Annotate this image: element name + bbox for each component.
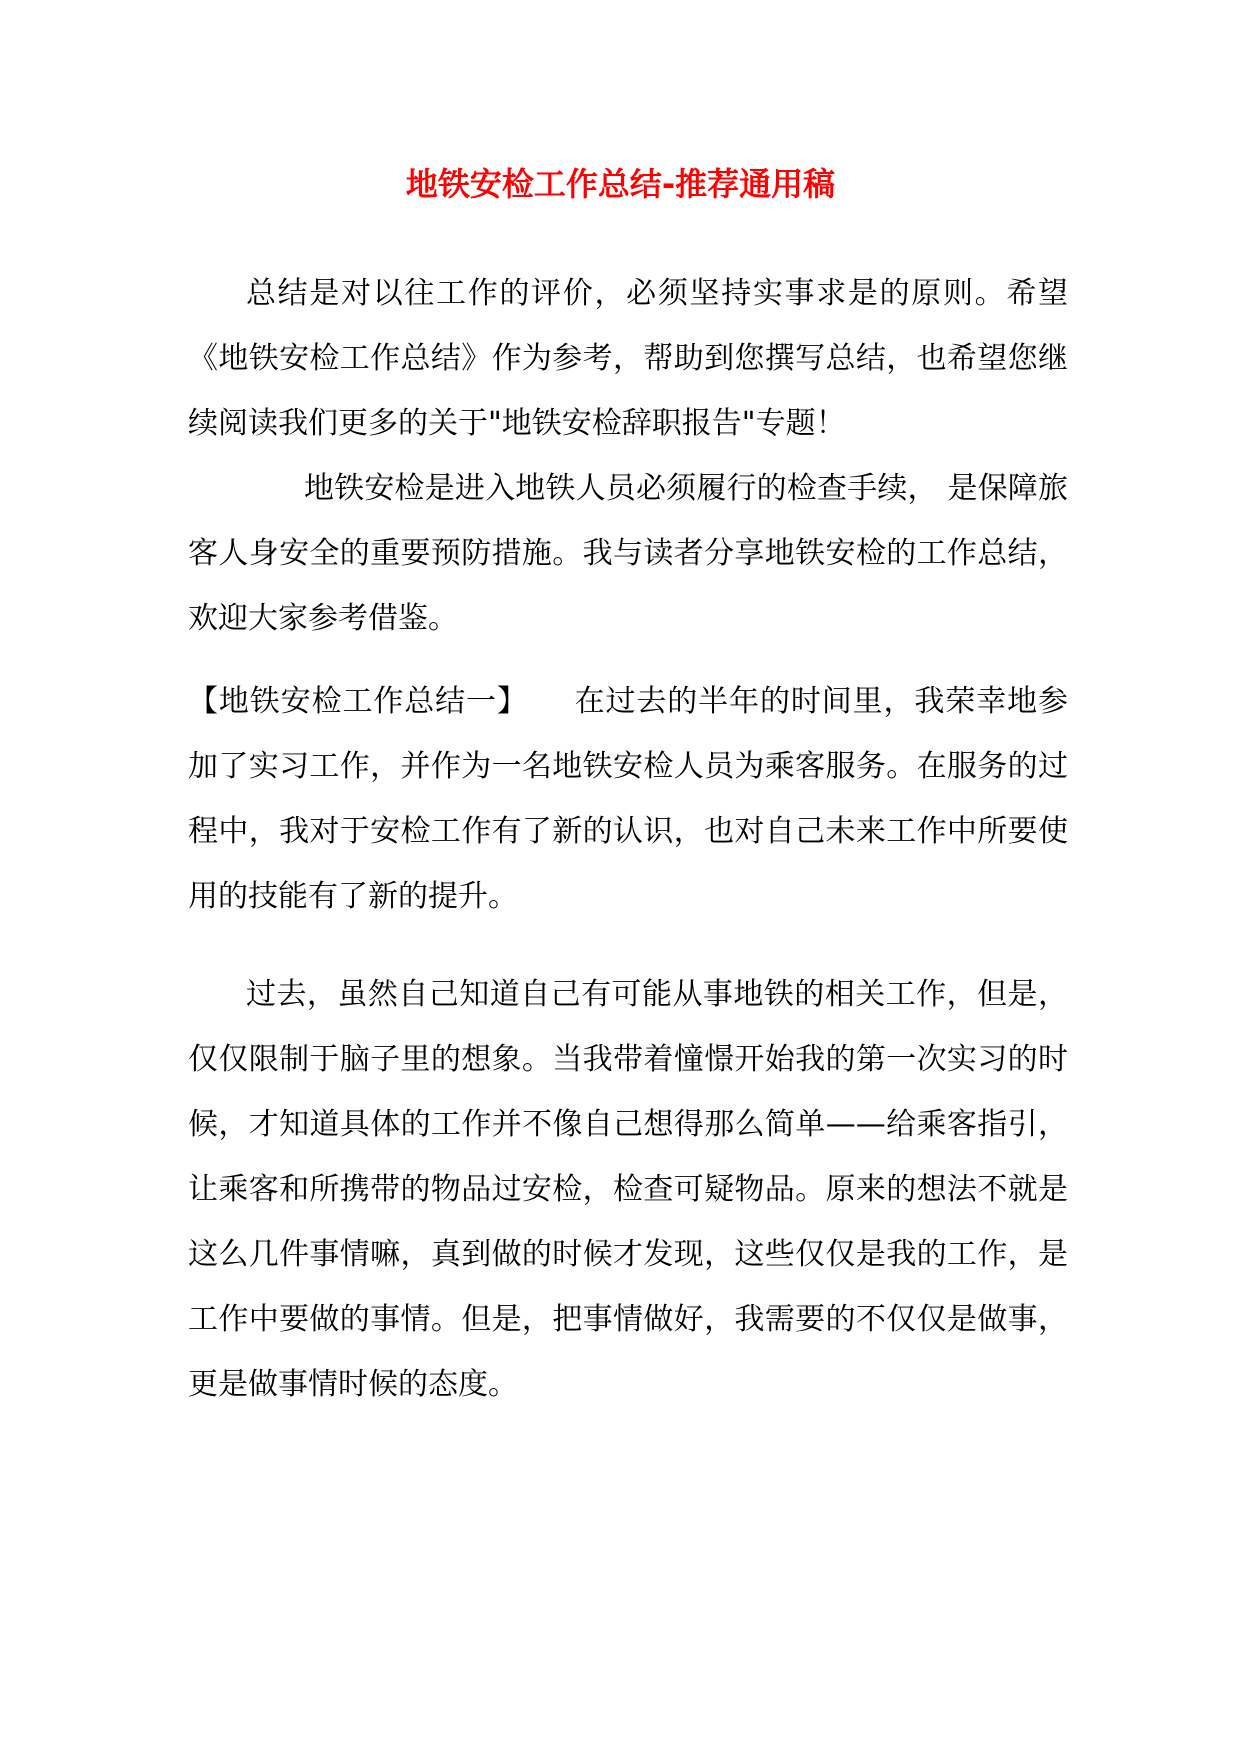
summary-paragraph: 地铁安检是进入地铁人员必须履行的检查手续， 是保障旅客人身安全的重要预防措施。我与读者分享地铁安检的工作总结，欢迎大家参考借鉴。 [188, 471, 1068, 636]
body-paragraph: 过去，虽然自己知道自己有可能从事地铁的相关工作，但是，仅仅限制于脑子里的想象。当我带着憧憬开始我的第一次实习的时候，才知道具体的工作并不像自己想得那么简单——给乘客指引，让乘客和所携带的物品过安检，检查可疑物品。原来的想法不就是这么几件事情嘛，真到做的时候才发现，这些仅仅是我的工作，是工作中要做的事情。但是，把事情做好，我需要的不仅仅是做事，更是做事情时候的态度。 [188, 977, 1068, 1402]
document-title: 地铁安检工作总结-推荐通用稿 [405, 165, 836, 203]
intro-paragraph: 总结是对以往工作的评价，必须坚持实事求是的原则。希望《地铁安检工作总结》作为参考，帮助到您撰写总结，也希望您继续阅读我们更多的关于"地铁安检辞职报告"专题！ [188, 276, 1068, 441]
section-one-paragraph: 【地铁安检工作总结一】 在过去的半年的时间里，我荣幸地参加了实习工作，并作为一名地铁安检人员为乘客服务。在服务的过程中，我对于安检工作有了新的认识，也对自己未来工作中所要使用的技能有了新的提升。 [188, 684, 1068, 914]
